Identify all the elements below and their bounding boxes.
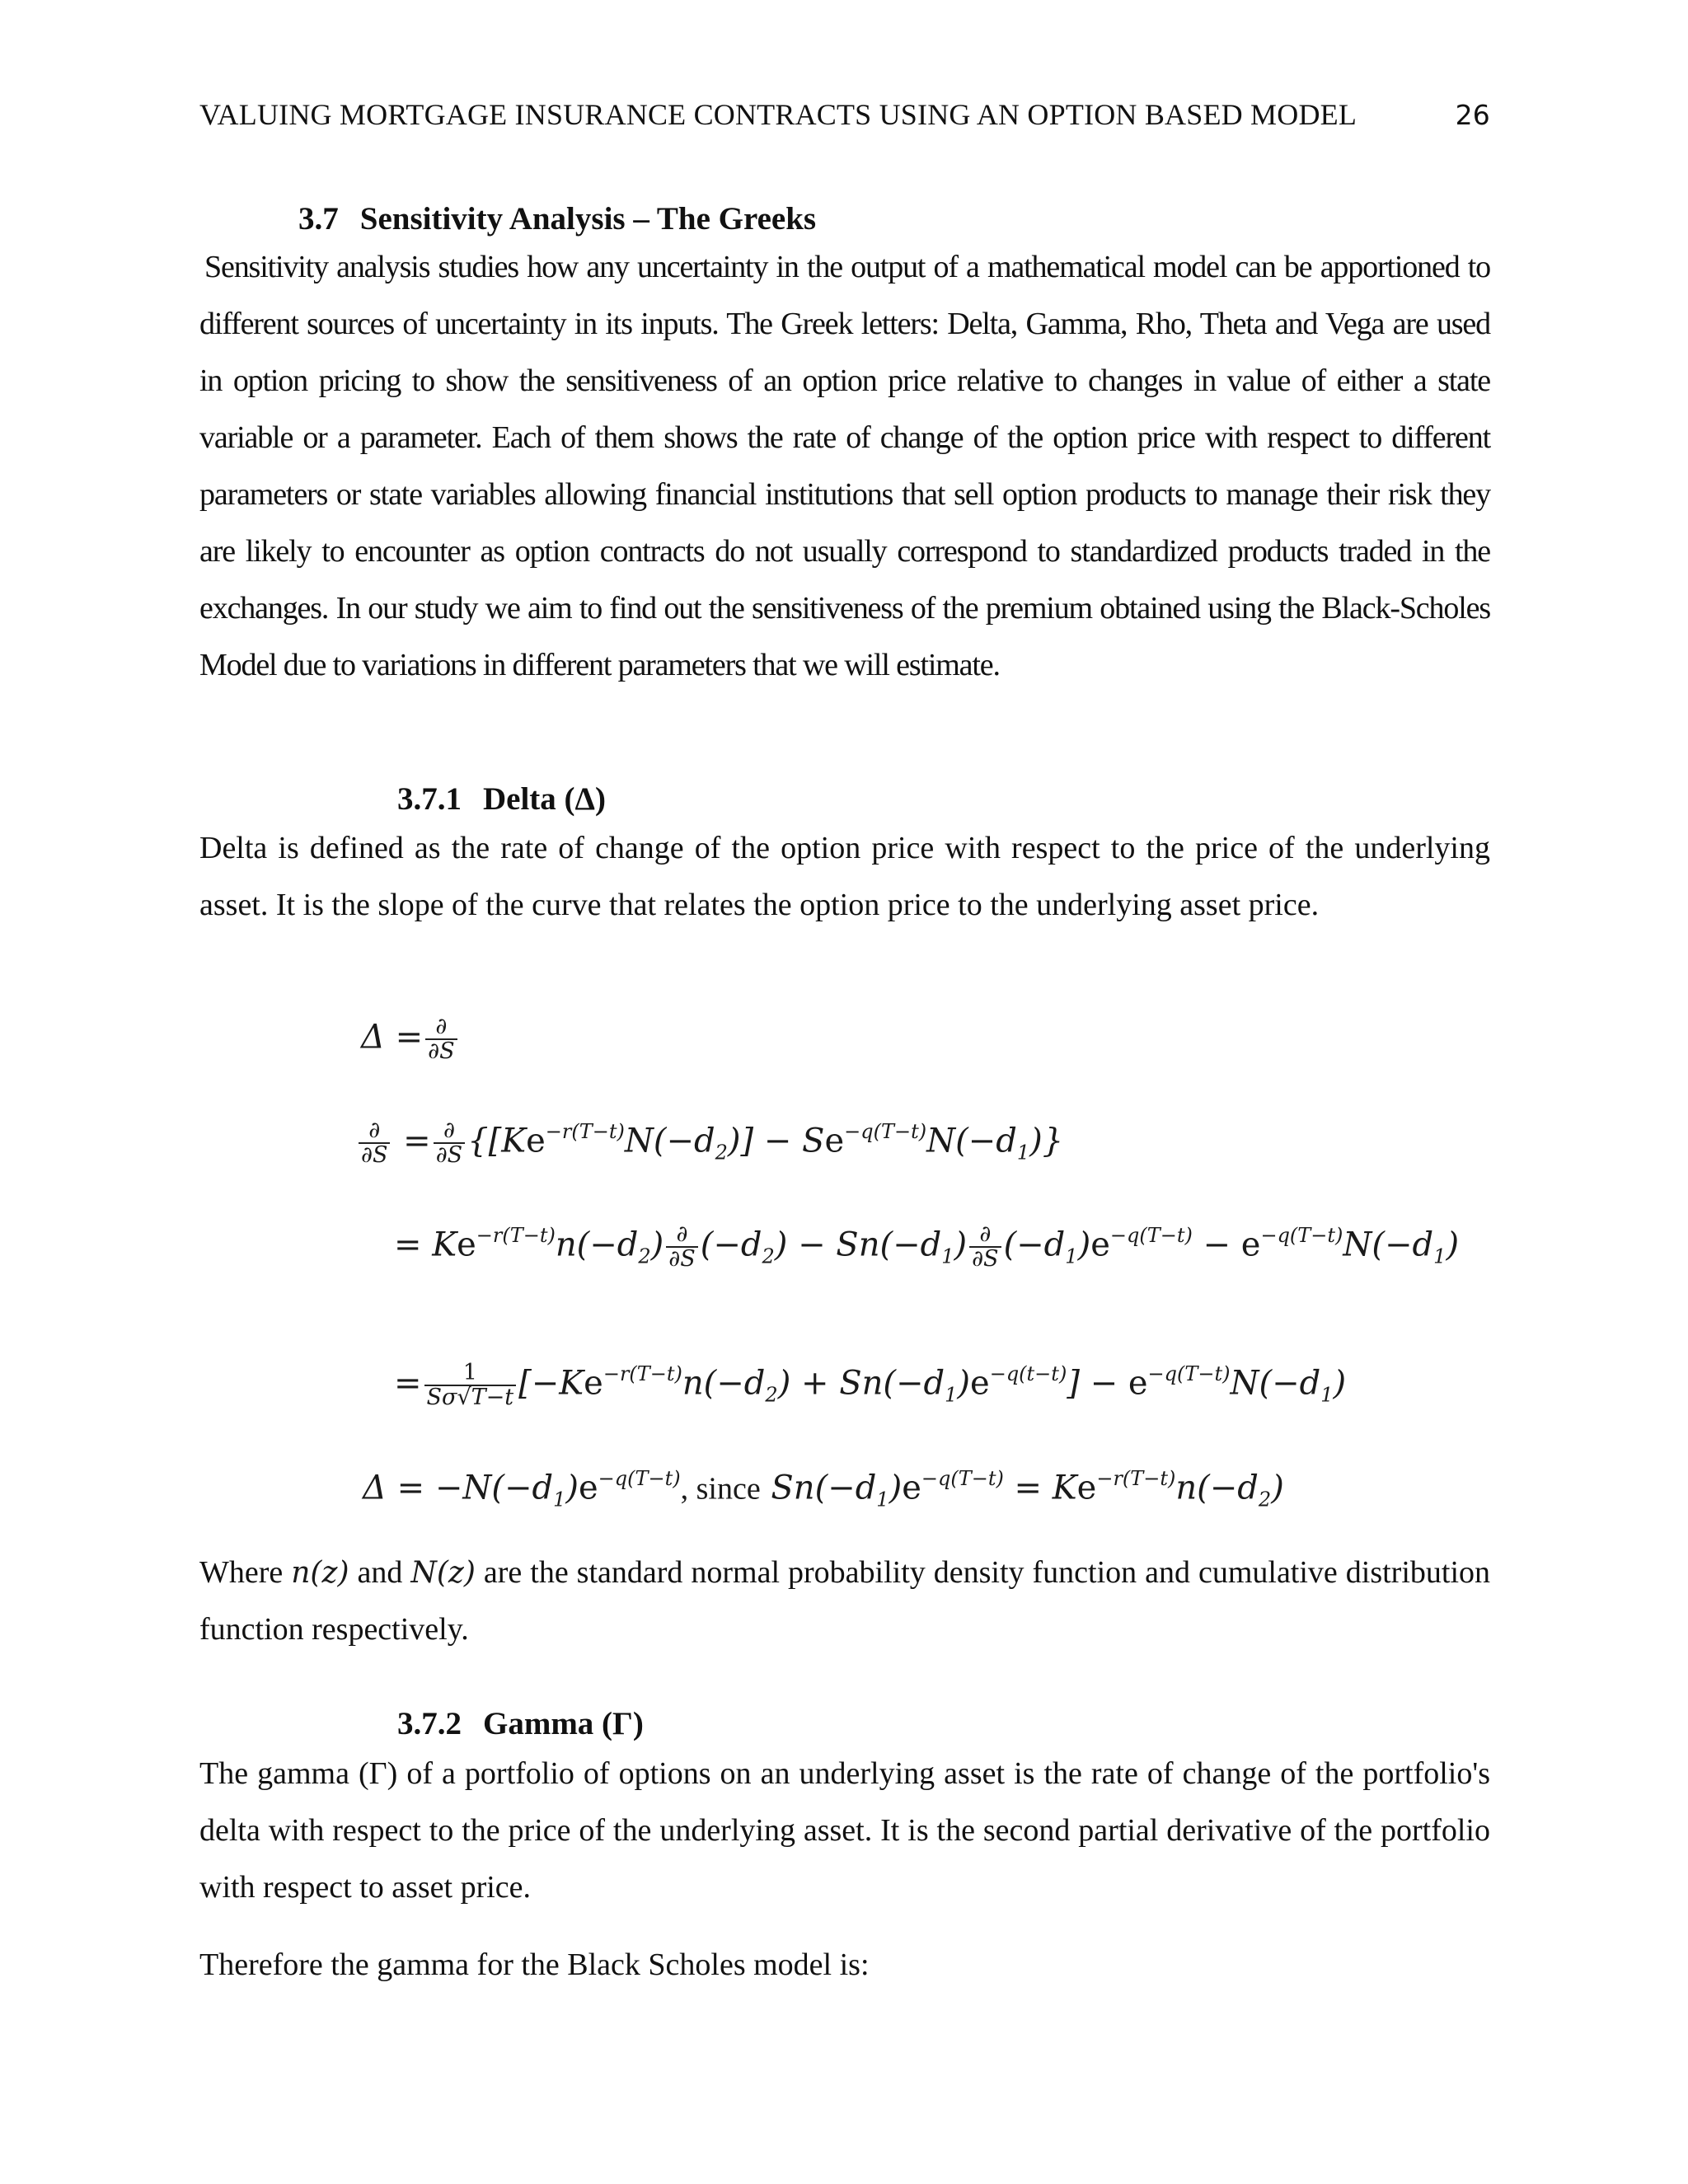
equation-simplified: = $\frac{1}{S\sigma√T-t}$ $[-Ke^{-r(T-t)}n(-d_2) + Sn(-d_1)e^{-q(t-t)}] - e^{-q(T-t)}N(-d_1)$ (394, 1360, 1347, 1411)
equation-delta-definition: Δ = $\frac{\partial}{\partial S}$ (361, 1015, 460, 1064)
section-number: 3.7.2 (397, 1706, 462, 1741)
section-title: Sensitivity Analysis – The Greeks (359, 201, 817, 237)
paragraph-sensitivity-analysis: Sensitivity analysis studies how any uncertainty in the output of a mathematical model can be apportioned to different sources of uncertainty in its inputs. The Greek letters: Delta, Gamma, Rho, Theta and Vega are used in option pricing to show the sensitiveness of an option price relative to changes in value of either a state variable or a parameter. Each of them shows the rate of change of the option price with respect to different parameters or state variables allowing financial institutions that sell option products to manage their risk they are likely to encounter as option contracts do not usually correspond to standardized products traded in the exchanges. In our study we aim to find out the sensitiveness of the premium obtained using the Black-Scholes Model due to variations in different parameters that we will estimate. (199, 250, 1490, 682)
where-prefix: Where (199, 1555, 284, 1590)
section-title: Gamma (Γ) (483, 1706, 644, 1741)
section-number: 3.7.1 (397, 781, 462, 817)
equation-delta-result: $\Delta = -N(-d_1)e^{-q(T-t)}$, since $Sn(-d_1)e^{-q(T-t)} = Ke^{-r(T-t)}n(-d_2)$ (363, 1467, 1284, 1511)
pdf-symbol: n(z) (291, 1556, 349, 1590)
page-number: 26 (1455, 99, 1490, 131)
section-heading-3-7 (298, 200, 816, 237)
paragraph-where-definition (199, 1544, 1490, 1658)
equation-chain-rule: = $Ke^{-r(T-t)}n(-d_2)$ $\frac{\partial}{\partial S}$ $(-d_2) - Sn(-d_1)$ $\frac{\partial}{\partial S}$ $(-d_1)e^{-q(T-t)} - e^{-q(T-t)}N(-d_1)$ (394, 1221, 1460, 1272)
paragraph-delta-definition: Delta is defined as the rate of change of the option price with respect to the price of the underlying asset. It is the slope of the curve that relates the option price to the underlying asset price. (199, 831, 1490, 922)
since-text: , since (680, 1471, 761, 1507)
section-heading-3-7-1 (397, 780, 606, 818)
paragraph-gamma-lead: Therefore the gamma for the Black Scholes model is: (199, 1947, 870, 1982)
where-rest: are the standard normal probability density function and cumulative distribution function respectively. (199, 1555, 1490, 1647)
section-title: Delta (Δ) (483, 781, 606, 817)
section-number: 3.7 (298, 201, 339, 237)
running-header (199, 97, 1490, 132)
cdf-symbol: N(z) (410, 1556, 476, 1590)
running-title: VALUING MORTGAGE INSURANCE CONTRACTS USING AN OPTION BASED MODEL (199, 98, 1357, 131)
where-and: and (357, 1555, 403, 1590)
section-heading-3-7-2 (397, 1705, 644, 1742)
equation-partial-derivative: $\frac{\partial}{\partial S}$ = $\frac{\partial}{\partial S}$ $\{[Ke^{-r(T-t)}N(-d_2)] - Se^{-q(T-t)}N(-d_1)\}$ (356, 1119, 1063, 1168)
paragraph-gamma-definition: The gamma (Γ) of a portfolio of options on an underlying asset is the rate of change of the portfolio's delta with respect to the price of the underlying asset. It is the second partial derivative of the portfolio with respect to asset price. (199, 1756, 1490, 1905)
